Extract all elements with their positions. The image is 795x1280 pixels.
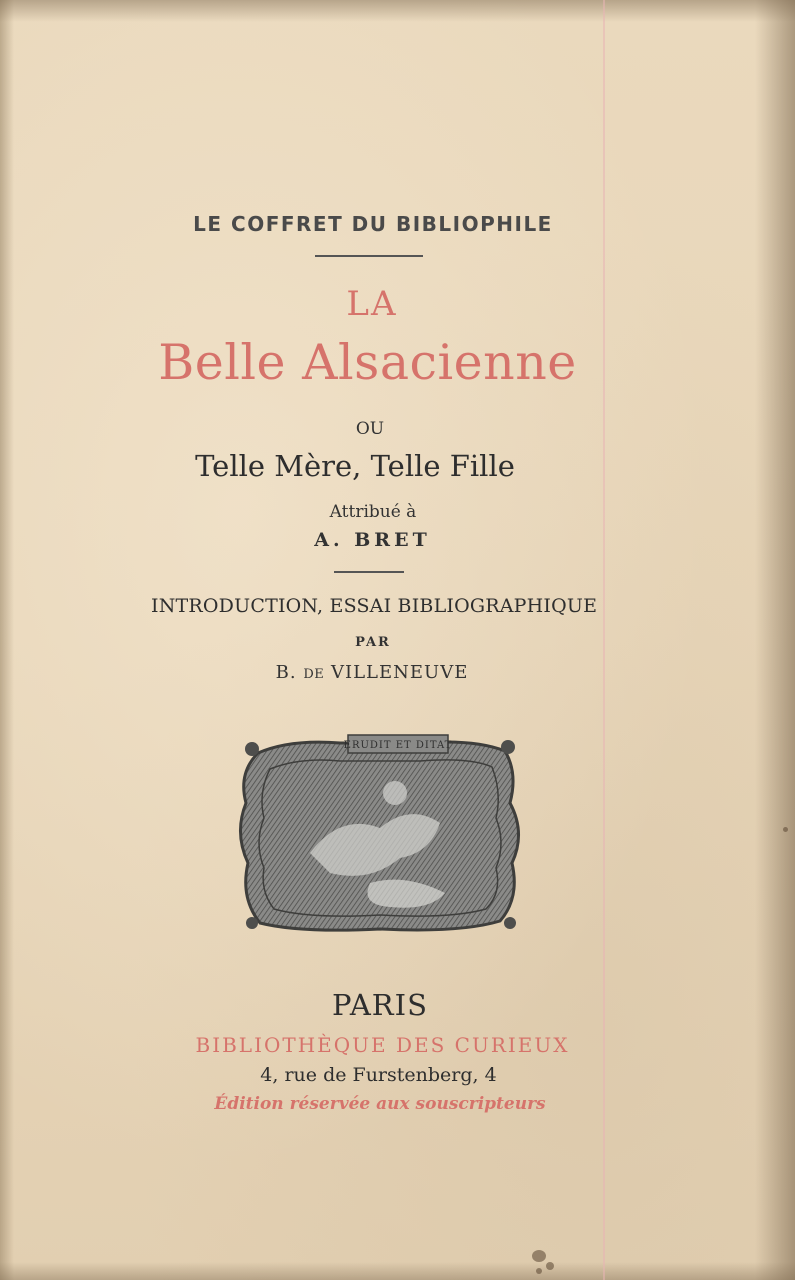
ink-spot	[532, 1250, 546, 1262]
ink-spot	[536, 1268, 542, 1274]
book-title: Belle Alsacienne	[158, 334, 577, 391]
attribution-label: Attribué à	[329, 502, 417, 522]
editor-name	[256, 662, 488, 683]
paper-edge-right	[755, 0, 795, 1280]
ink-spot	[546, 1262, 554, 1270]
editor-surname: VILLENEUVE	[330, 662, 469, 683]
printer-vignette	[230, 733, 530, 938]
edition-note: Édition réservée aux souscripteurs	[214, 1094, 546, 1114]
paper-edge-left	[0, 0, 14, 1280]
author-name: A. BRET	[314, 529, 431, 551]
title-conjunction: ou	[355, 412, 385, 440]
publication-place: PARIS	[332, 988, 428, 1022]
vignette-motto: ERUDIT ET DITAT	[343, 740, 453, 751]
series-title: LE COFFRET DU BIBLIOPHILE	[193, 212, 553, 236]
fold-line	[603, 0, 605, 1280]
paper-edge-bottom	[0, 1262, 795, 1280]
book-subtitle: Telle Mère, Telle Fille	[195, 449, 515, 483]
ink-spot	[783, 827, 788, 832]
paper-edge-top	[0, 0, 795, 22]
publisher-address: 4, rue de Furstenberg, 4	[260, 1064, 497, 1086]
editor-initial: B.	[275, 662, 297, 683]
ornamental-rule	[315, 255, 423, 257]
publisher-name: BIBLIOTHÈQUE DES CURIEUX	[195, 1033, 570, 1057]
ornamental-rule	[334, 571, 404, 573]
introduction-line: INTRODUCTION, ESSAI BIBLIOGRAPHIQUE	[151, 595, 598, 617]
title-article: LA	[346, 284, 398, 324]
by-label: PAR	[355, 635, 391, 650]
editor-particle: DE	[303, 667, 325, 682]
